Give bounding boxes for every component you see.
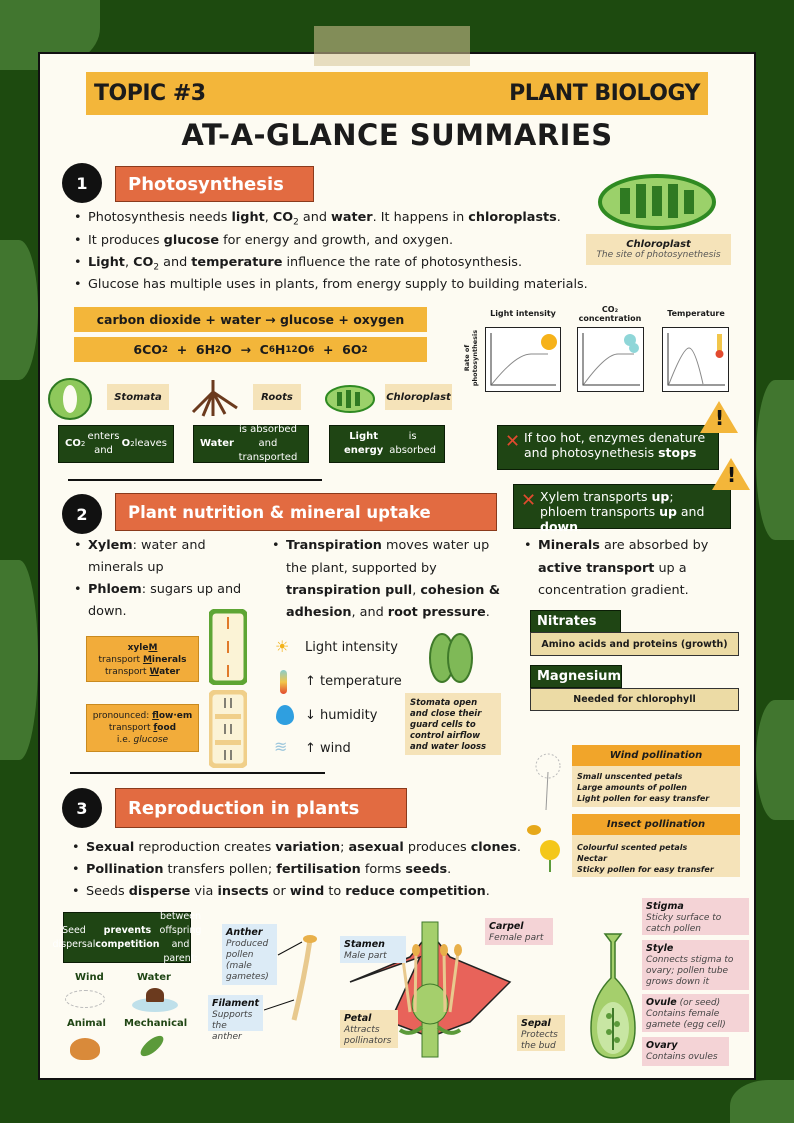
text-segment: Phloem — [88, 582, 142, 597]
line — [87, 666, 198, 678]
structure-label: Roots — [253, 384, 301, 410]
text-segment: W — [149, 667, 160, 677]
label-filament — [208, 995, 263, 1042]
text-segment: pronounced: — [92, 711, 153, 721]
text-segment: up — [651, 489, 670, 504]
text-segment: asexual — [348, 840, 404, 855]
chloroplast-function — [329, 425, 445, 463]
text-segment: Xylem — [88, 538, 133, 553]
bird-icon — [70, 1038, 100, 1060]
text-segment: : sugars up and — [141, 582, 242, 597]
part-name: Carpel — [489, 921, 524, 932]
text-segment: are absorbed by — [599, 538, 709, 553]
bullet — [72, 859, 451, 881]
divider — [70, 772, 325, 774]
part-name: Stigma — [646, 901, 684, 912]
bullet — [74, 579, 241, 601]
text-segment: and — [159, 255, 192, 270]
text-segment: insects — [217, 884, 269, 899]
part-desc: Sticky surface to catch pollen — [646, 913, 722, 934]
label-style — [642, 940, 749, 990]
text-segment: glucose — [163, 233, 220, 248]
part-desc: Contains ovules — [646, 1052, 718, 1062]
text-segment: fertilisation — [276, 862, 361, 877]
bullet-cont — [538, 580, 689, 602]
humidity-drop-icon — [276, 705, 294, 725]
bullet-cont — [538, 558, 687, 580]
part-desc: Attracts pollinators — [344, 1025, 392, 1046]
mineral-name: Nitrates — [530, 610, 621, 633]
text-segment: , — [124, 255, 134, 270]
text-segment: forms — [360, 862, 406, 877]
text-segment: 6 — [268, 344, 275, 355]
chloroplast-caption — [586, 234, 731, 265]
section-number: 2 — [62, 494, 102, 534]
warning-text — [524, 430, 705, 460]
factor-light: Light intensity — [305, 640, 398, 655]
text-segment: CO — [272, 210, 294, 225]
co2-graph — [577, 327, 644, 392]
text-segment: transport — [105, 667, 150, 677]
bullet-cont — [286, 580, 500, 602]
section-heading: Photosynthesis — [115, 166, 314, 202]
dispersal-animal: Animal — [67, 1018, 106, 1029]
dispersal-mechanical: Mechanical — [124, 1018, 188, 1029]
text-segment: transpiration pull — [286, 583, 413, 598]
text-segment: seeds — [405, 862, 448, 877]
divider — [68, 479, 322, 481]
text-segment: , — [412, 583, 421, 598]
line — [87, 722, 198, 734]
text-segment: leaves — [134, 438, 167, 449]
text-segment: transport — [98, 655, 143, 665]
phloem-tube-illustration — [209, 690, 247, 768]
text-segment: O — [121, 438, 131, 449]
leaf-decoration — [756, 380, 794, 540]
bullet — [272, 535, 489, 557]
text-segment: ; — [340, 840, 349, 855]
dispersal-water: Water — [137, 972, 171, 983]
text-segment: clones — [470, 840, 517, 855]
chloroplast-illustration — [598, 174, 716, 230]
part-name: Ovule — [646, 997, 677, 1008]
text-segment: O → C — [221, 342, 269, 357]
line — [87, 710, 198, 722]
text-segment: light — [231, 210, 265, 225]
text-segment: is absorbed and transported — [238, 424, 298, 463]
text-segment: adhesion — [286, 605, 352, 620]
warning-icon: ! — [700, 401, 738, 433]
dandelion-icon — [530, 752, 566, 812]
factor-humidity: ↓ humidity — [305, 708, 378, 723]
part-desc: Connects stigma to ovary; pollen tube grows down it — [646, 955, 734, 987]
symbol-equation — [74, 337, 427, 362]
leaf-decoration — [756, 700, 794, 820]
graph-title: CO₂ concentration — [578, 305, 642, 323]
text-segment: inerals — [151, 655, 187, 665]
cross-icon: ✕ — [521, 490, 537, 511]
text-segment: enters and — [87, 431, 120, 456]
caption-desc: The site of photosynethesis — [596, 250, 721, 260]
text-segment: Photosynthesis needs — [88, 210, 232, 225]
topic-subject: PLANT BIOLOGY — [509, 81, 700, 106]
part-desc: Protects the bud — [521, 1030, 558, 1051]
roots-function — [193, 425, 309, 463]
bullet-cont — [88, 601, 127, 623]
text-segment: chloroplasts — [468, 210, 557, 225]
wind-icon: ≋ — [274, 737, 288, 756]
text-segment: , and — [351, 605, 388, 620]
text-segment: Light — [88, 255, 125, 270]
thermometer-icon — [280, 670, 287, 694]
warning-text — [540, 489, 704, 534]
leaf-decoration — [0, 560, 38, 760]
xylem-tube-illustration — [209, 609, 247, 685]
bullet — [74, 230, 453, 252]
text-segment: cohesion & — [420, 583, 501, 598]
word-equation: carbon dioxide + water → glucose + oxygen — [74, 307, 427, 332]
section-number: 1 — [62, 163, 102, 203]
bullet — [524, 535, 708, 557]
part-name: Filament — [212, 998, 260, 1009]
text-segment: down. — [88, 604, 127, 619]
text-segment: disperse — [128, 884, 191, 899]
bee-flower-icon — [524, 820, 568, 872]
bullet — [74, 274, 588, 296]
text-segment: 2 — [161, 344, 168, 355]
text-segment: ater — [159, 667, 180, 677]
pollination-features — [572, 766, 740, 807]
text-segment: f — [153, 723, 158, 733]
text-segment: 2 — [293, 217, 299, 228]
part-desc: Female part — [489, 933, 544, 943]
graph-y-label: Rate of photosynthesis — [463, 329, 479, 387]
part-name: Petal — [344, 1013, 372, 1024]
text-segment: root pressure — [387, 605, 486, 620]
text-segment: If too hot, enzymes denature and photosynethesis — [524, 430, 706, 460]
text-segment: + 6O — [314, 342, 362, 357]
light-intensity-graph — [485, 327, 561, 392]
label-ovule — [642, 994, 749, 1032]
text-segment: 2 — [80, 440, 86, 448]
warning-box — [513, 484, 731, 534]
text-segment: : water and — [132, 538, 206, 553]
feature: Light pollen for easy transfer — [577, 794, 710, 803]
bullet — [74, 535, 206, 557]
stomata-function — [58, 425, 174, 463]
text-segment: via — [190, 884, 218, 899]
bullet — [72, 837, 521, 859]
text-segment: water — [331, 210, 373, 225]
sun-icon — [541, 334, 557, 350]
section-heading: Plant nutrition & mineral uptake — [115, 493, 497, 531]
label-sepal — [517, 1015, 565, 1051]
warning-box — [497, 425, 719, 470]
sun-icon: ☀ — [275, 637, 290, 656]
leaf-decoration — [0, 240, 38, 380]
text-segment: to — [324, 884, 346, 899]
text-segment: variation — [275, 840, 341, 855]
bullet-cont — [88, 557, 164, 579]
text-segment: M — [148, 643, 158, 653]
text-segment: f — [152, 711, 159, 721]
part-name: Anther — [226, 927, 263, 938]
text-segment: active transport — [538, 561, 655, 576]
text-segment: produces — [403, 840, 471, 855]
part-name: Ovary — [646, 1040, 678, 1051]
feature: Small unscented petals — [577, 772, 683, 781]
pollination-title: Wind pollination — [572, 745, 740, 766]
structure-label: Stomata — [107, 384, 169, 410]
leaf-decoration — [730, 1080, 794, 1123]
text-segment: H — [274, 342, 286, 357]
text-segment: 12 — [285, 344, 298, 355]
text-segment: influence the rate of photosynthesis. — [282, 255, 523, 270]
text-segment: concentration gradient. — [538, 583, 689, 598]
text-segment: + 6H — [167, 342, 216, 357]
topic-number: TOPIC #3 — [94, 81, 206, 106]
tape-decoration — [314, 26, 470, 66]
section-heading: Reproduction in plants — [115, 788, 407, 828]
text-segment: up — [659, 504, 677, 519]
text-segment: minerals up — [88, 560, 164, 575]
text-segment: Seed dispersal — [52, 924, 96, 950]
part-desc: Male part — [344, 951, 387, 961]
dispersal-wind: Wind — [75, 972, 104, 983]
bullet-cont — [286, 602, 490, 624]
part-name: Stamen — [344, 939, 385, 950]
text-segment: 6CO — [133, 342, 162, 357]
text-segment: 6 — [308, 344, 315, 355]
temperature-graph — [662, 327, 729, 392]
cross-icon: ✕ — [505, 431, 521, 452]
factor-wind: ↑ wind — [305, 741, 351, 756]
text-segment: . — [577, 519, 582, 534]
caption-title: Chloroplast — [626, 239, 691, 250]
text-segment: reproduction creates — [134, 840, 276, 855]
part-name: Sepal — [521, 1018, 551, 1029]
section-number: 3 — [62, 788, 102, 828]
text-segment: wind — [289, 884, 325, 899]
text-segment: . — [556, 210, 561, 225]
label-stamen — [340, 936, 406, 963]
text-segment: 2 — [153, 262, 160, 273]
text-segment: CO — [133, 255, 154, 270]
line — [87, 654, 198, 666]
text-segment: or — [268, 884, 290, 899]
bullet-cont — [286, 558, 437, 580]
text-segment: temperature — [191, 255, 283, 270]
part-extra: (or seed) — [676, 998, 721, 1008]
chloroplast-icon — [325, 384, 375, 414]
text-segment: 2 — [361, 344, 368, 355]
text-segment: and — [298, 210, 332, 225]
text-segment: stops — [658, 445, 697, 460]
pollination-title: Insect pollination — [572, 814, 740, 835]
factor-temperature: ↑ temperature — [305, 674, 402, 689]
text-segment: i.e. — [116, 735, 134, 745]
text-segment: Pollination — [86, 862, 164, 877]
stomata-note: Stomata open and close their guard cells to control airflow and water looss — [405, 693, 501, 755]
label-ovary — [642, 1037, 729, 1066]
text-segment: . — [447, 862, 452, 877]
text-segment: transport — [108, 723, 154, 733]
mineral-use: Needed for chlorophyll — [530, 688, 739, 711]
text-segment: low·em — [158, 711, 193, 721]
text-segment: CO — [65, 438, 81, 449]
text-segment: ood — [157, 723, 177, 733]
text-segment: 2 — [215, 344, 222, 355]
text-segment: transfers pollen; — [163, 862, 277, 877]
structure-label: Chloroplast — [385, 384, 452, 410]
part-desc: Contains female gamete (egg cell) — [646, 1009, 726, 1030]
text-segment: Minerals — [538, 538, 600, 553]
text-segment: the plant, supported by — [286, 561, 437, 576]
feature: Large amounts of pollen — [577, 783, 687, 792]
part-name: Style — [646, 943, 674, 954]
pollination-features — [572, 835, 740, 877]
text-segment: reduce competition — [345, 884, 486, 899]
seed-dispersal-box — [52, 910, 202, 964]
label-carpel — [485, 918, 553, 945]
warning-icon: ! — [712, 458, 750, 490]
graph-title: Temperature — [667, 309, 725, 318]
text-segment: and — [676, 504, 705, 519]
text-segment: Transpiration — [286, 538, 382, 553]
carpel-diagram — [585, 928, 641, 1063]
text-segment: prevents competition — [95, 924, 160, 950]
text-segment: is absorbed — [389, 431, 436, 456]
text-segment: Light energy — [343, 431, 384, 456]
page-title: AT-A-GLANCE SUMMARIES — [181, 118, 613, 152]
feature: Nectar — [577, 854, 608, 863]
text-segment: . — [485, 884, 490, 899]
roots-icon — [185, 378, 241, 418]
text-segment: moves water up — [381, 538, 490, 553]
text-segment: glucose — [133, 735, 169, 745]
text-segment: up a — [654, 561, 687, 576]
text-segment: . — [516, 840, 521, 855]
text-segment: . — [485, 605, 490, 620]
text-segment: Xylem transports — [540, 489, 652, 504]
text-segment: M — [142, 655, 152, 665]
dandelion-seed-icon — [65, 990, 105, 1008]
mineral-use: Amino acids and proteins (growth) — [530, 632, 739, 656]
line — [87, 642, 198, 654]
feature: Colourful scented petals — [577, 843, 688, 852]
stamen-diagram — [264, 930, 324, 1025]
text-segment: O — [297, 342, 309, 357]
text-segment: xyle — [127, 643, 149, 653]
topic-banner — [86, 72, 708, 115]
text-segment: Glucose has multiple uses in plants, from energy supply to building materials. — [88, 277, 588, 292]
text-segment: Water — [200, 438, 234, 449]
stomata-guard-cells-icon — [428, 632, 474, 684]
text-segment: for energy and growth, and oxygen. — [219, 233, 454, 248]
text-segment: Seeds — [86, 884, 129, 899]
xylem-mnemonic — [86, 636, 199, 682]
seed-icon — [146, 988, 164, 1002]
line — [87, 734, 198, 746]
text-segment: between offspring and parent: — [159, 910, 202, 964]
part-desc: Supports the anther — [212, 1010, 253, 1042]
text-segment: down — [540, 519, 578, 534]
bullet — [72, 881, 490, 903]
phloem-mnemonic — [86, 704, 199, 752]
text-segment: . It happens in — [372, 210, 469, 225]
feature: Sticky pollen for easy transfer — [577, 865, 714, 874]
part-desc: Produced pollen (male gametes) — [226, 939, 269, 982]
text-segment: ; phloem transports — [540, 489, 674, 519]
text-segment: 2 — [130, 440, 135, 448]
text-segment: , — [264, 210, 273, 225]
text-segment: Sexual — [86, 840, 135, 855]
stomata-icon — [48, 378, 92, 420]
mineral-name: Magnesium — [530, 665, 622, 688]
label-stigma — [642, 898, 749, 935]
text-segment: It produces — [88, 233, 164, 248]
label-petal — [340, 1010, 398, 1048]
graph-title: Light intensity — [490, 309, 556, 318]
